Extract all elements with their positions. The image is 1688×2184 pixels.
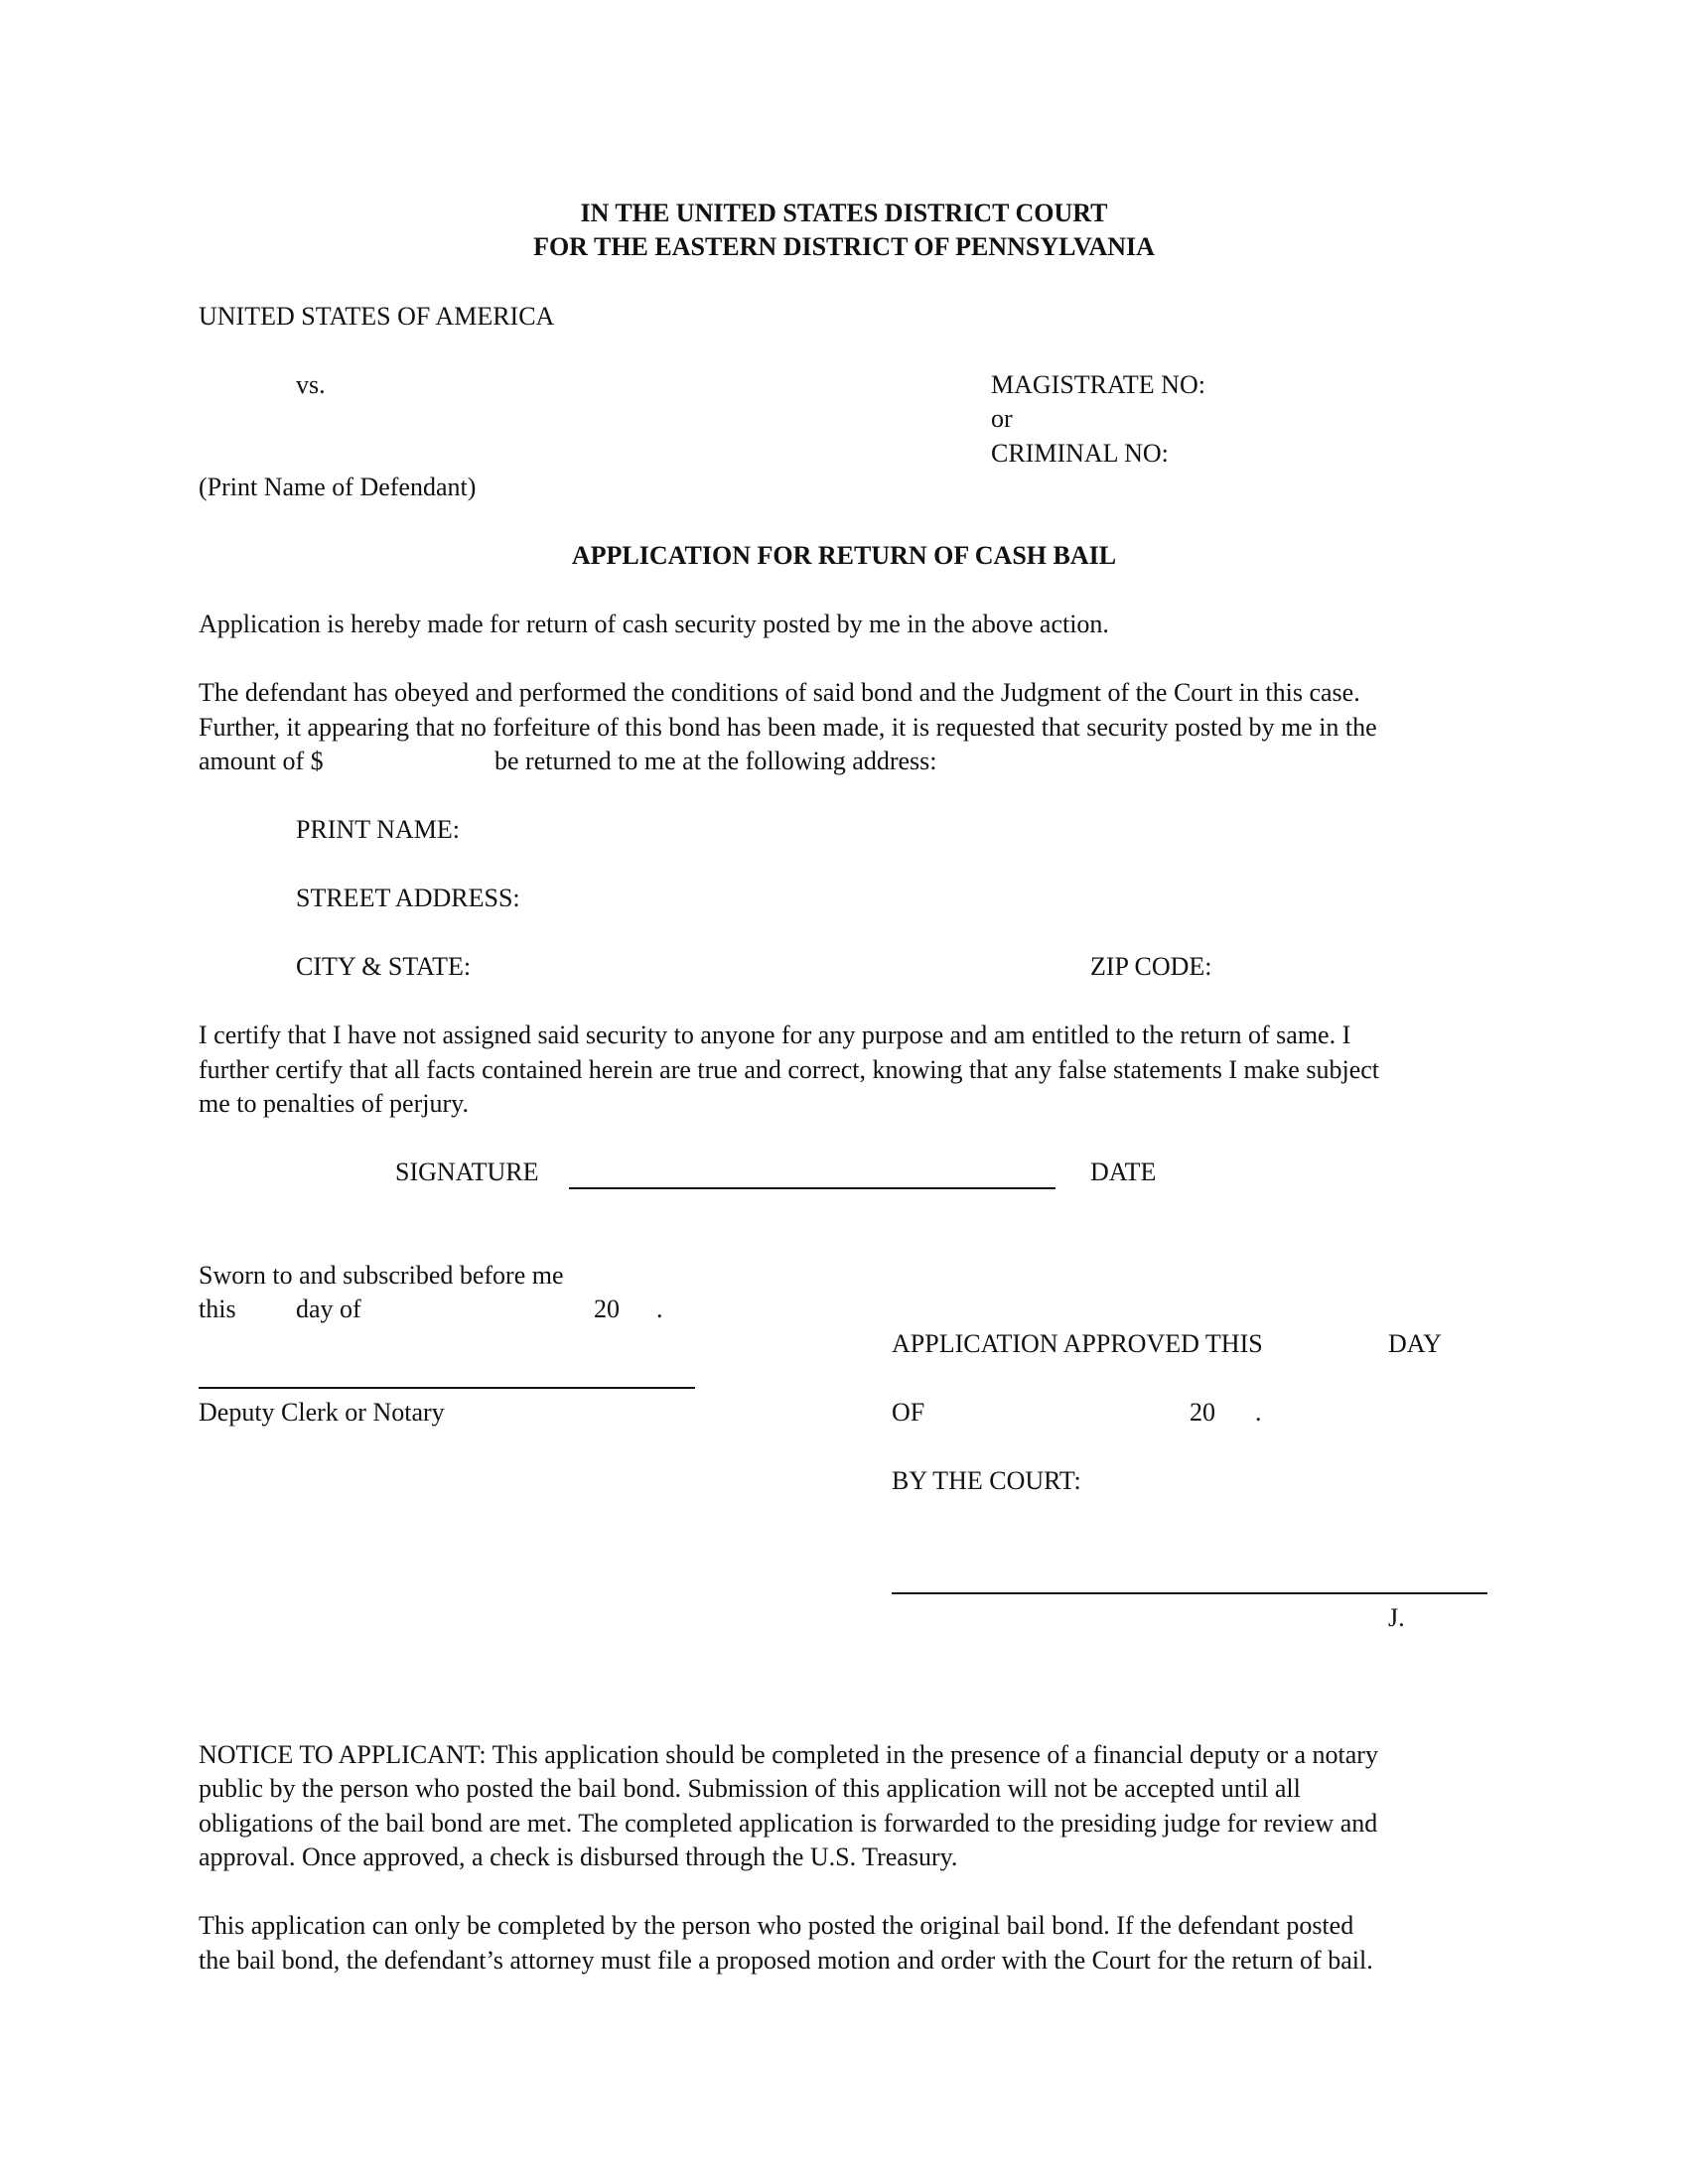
zip-code-label: ZIP CODE: xyxy=(1090,952,1212,981)
approved-this-label: APPLICATION APPROVED THIS xyxy=(892,1329,1263,1358)
application-statement: Application is hereby made for return of cash security posted by me in the above action. xyxy=(199,610,1109,638)
sworn-statement: Sworn to and subscribed before me xyxy=(199,1261,564,1290)
plaintiff-name: UNITED STATES OF AMERICA xyxy=(199,302,555,331)
judge-signature-line[interactable] xyxy=(892,1592,1487,1594)
notary-signature-line[interactable] xyxy=(199,1387,695,1389)
certification-line1: I certify that I have not assigned said security to anyone for any purpose and am entitled to the return of same. I xyxy=(199,1021,1351,1049)
form-title: APPLICATION FOR RETURN OF CASH BAIL xyxy=(571,541,1117,570)
sworn-year-prefix: 20 xyxy=(594,1295,620,1323)
approved-day-label: DAY xyxy=(1388,1329,1442,1358)
amount-label: amount of $ xyxy=(199,747,324,775)
approved-year-prefix: 20 xyxy=(1190,1398,1215,1427)
signature-line[interactable] xyxy=(569,1187,1055,1189)
notice-line2: public by the person who posted the bail bond. Submission of this application will not be accepted until all xyxy=(199,1774,1301,1803)
certification-line2: further certify that all facts contained herein are true and correct, knowing that any false statements I make subject xyxy=(199,1055,1379,1084)
criminal-no-label: CRIMINAL NO: xyxy=(991,439,1169,468)
conditions-line1: The defendant has obeyed and performed the conditions of said bond and the Judgment of the Court in this case. xyxy=(199,678,1360,707)
signature-label: SIGNATURE xyxy=(395,1158,539,1186)
certification-line3: me to penalties of perjury. xyxy=(199,1089,469,1118)
defendant-name-label: (Print Name of Defendant) xyxy=(199,473,477,501)
versus-label: vs. xyxy=(296,370,326,399)
return-address-intro: be returned to me at the following address: xyxy=(494,747,937,775)
date-label: DATE xyxy=(1090,1158,1157,1186)
magistrate-no-label: MAGISTRATE NO: xyxy=(991,370,1205,399)
approved-of-label: OF xyxy=(892,1398,925,1427)
notice-line1: NOTICE TO APPLICANT: This application should be completed in the presence of a financial deputy or a notary xyxy=(199,1740,1378,1769)
street-address-label: STREET ADDRESS: xyxy=(296,884,520,912)
sworn-period: . xyxy=(656,1295,663,1323)
court-name-line2: FOR THE EASTERN DISTRICT OF PENNSYLVANIA xyxy=(533,232,1155,261)
notice-line4: approval. Once approved, a check is disbursed through the U.S. Treasury. xyxy=(199,1843,958,1871)
sworn-day-of-label: day of xyxy=(296,1295,361,1323)
notice-line3: obligations of the bail bond are met. The completed application is forwarded to the presiding judge for review and xyxy=(199,1809,1378,1838)
print-name-label: PRINT NAME: xyxy=(296,815,460,844)
conditions-line2: Further, it appearing that no forfeiture of this bond has been made, it is requested that security posted by me in the xyxy=(199,713,1377,742)
court-name-line1: IN THE UNITED STATES DISTRICT COURT xyxy=(580,199,1108,227)
sworn-this-label: this xyxy=(199,1295,236,1323)
judge-suffix: J. xyxy=(1388,1603,1405,1632)
approved-period: . xyxy=(1255,1398,1262,1427)
eligibility-line1: This application can only be completed by the person who posted the original bail bond. If the defendant posted xyxy=(199,1911,1354,1940)
deputy-clerk-label: Deputy Clerk or Notary xyxy=(199,1398,445,1427)
or-label: or xyxy=(991,404,1013,433)
eligibility-line2: the bail bond, the defendant’s attorney must file a proposed motion and order with the Court for the return of bail. xyxy=(199,1946,1373,1975)
city-state-label: CITY & STATE: xyxy=(296,952,472,981)
by-the-court-label: BY THE COURT: xyxy=(892,1466,1081,1495)
